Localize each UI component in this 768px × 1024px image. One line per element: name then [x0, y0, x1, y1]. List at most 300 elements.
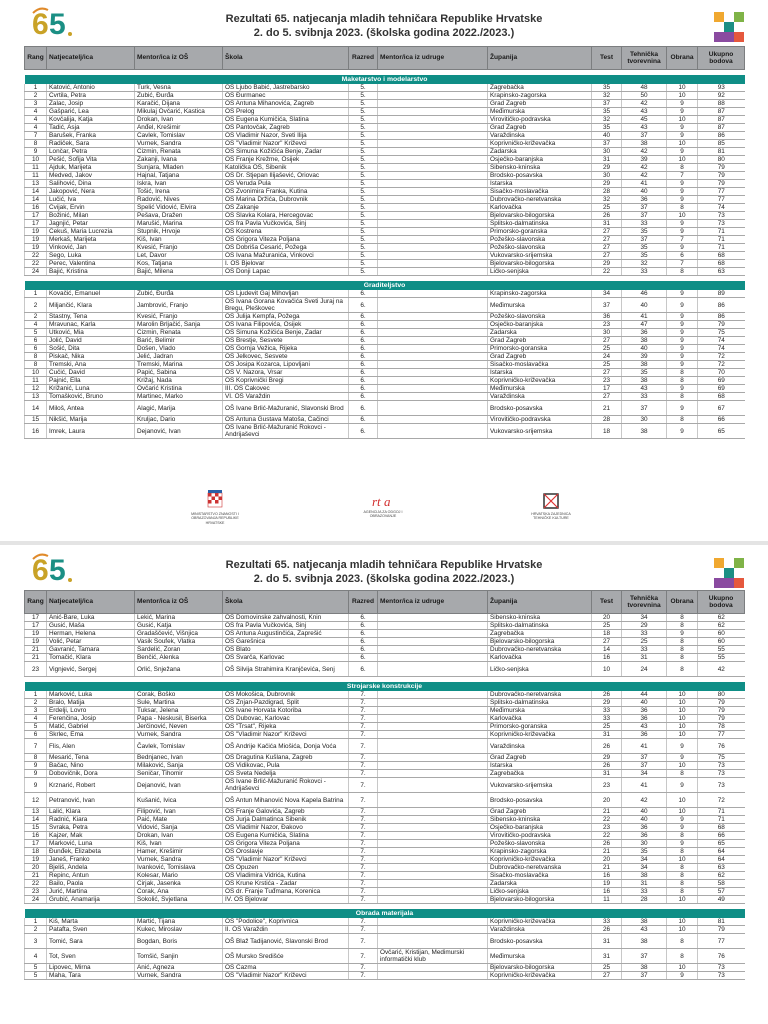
- table-cell: 6.: [349, 290, 378, 298]
- table-cell: Ličko-senjska: [488, 888, 592, 896]
- table-cell: 8: [25, 353, 47, 361]
- table-cell: 31: [592, 949, 622, 964]
- table-cell: [378, 100, 488, 108]
- col-natjecatelj: Natjecatelj/ica: [47, 47, 135, 70]
- table-cell: OŠ Antuna Gustava Matoša, Čačinci: [223, 416, 349, 424]
- table-row: [25, 156, 745, 164]
- table-cell: Drokan, Ivan: [135, 116, 223, 124]
- table-cell: 34: [622, 864, 667, 872]
- table-cell: OŠ Ivane Brlić-Mažuranić Rokovci - Andrijaševci: [223, 424, 349, 439]
- hztk-logo: HRVATSKA ZAJEDNICA TEHNIČKE KULTURE: [525, 492, 577, 521]
- table-cell: 7.: [349, 880, 378, 888]
- table-cell: Štupnik, Hrvoje: [135, 228, 223, 236]
- brand-mark-icon: [714, 12, 744, 42]
- table-cell: OŠ "Vladimir Nazor" Križevci: [223, 856, 349, 864]
- col-mentor: Mentor/ica iz OŠ: [135, 47, 223, 70]
- results-body-page-1: [25, 70, 745, 439]
- table-cell: OŠ Zakanje: [223, 204, 349, 212]
- table-cell: OŠ Silvija Strahimira Kranjčevića, Senj: [223, 662, 349, 677]
- table-cell: 34: [622, 770, 667, 778]
- table-cell: IV. OŠ Bjelovar: [223, 896, 349, 904]
- table-cell: 42: [698, 662, 745, 677]
- table-cell: OŠ Franje Galovića, Zagreb: [223, 808, 349, 816]
- table-cell: 19: [25, 638, 47, 646]
- table-cell: OŠ Zvonimira Franka, Kutina: [223, 188, 349, 196]
- table-cell: OŠ Julija Kempfa, Požega: [223, 313, 349, 321]
- table-cell: 8: [667, 832, 698, 840]
- table-cell: Zubić, Đurđa: [135, 290, 223, 298]
- table-cell: 43: [622, 108, 667, 116]
- table-cell: 10: [667, 793, 698, 808]
- table-cell: [378, 252, 488, 260]
- table-cell: [378, 313, 488, 321]
- table-row: [25, 377, 745, 385]
- table-cell: 6.: [349, 353, 378, 361]
- table-cell: 10: [667, 116, 698, 124]
- table-cell: Šibensko-kninska: [488, 164, 592, 172]
- table-cell: Paić, Mate: [135, 816, 223, 824]
- table-cell: 20: [592, 793, 622, 808]
- table-cell: 34: [592, 290, 622, 298]
- table-cell: 79: [698, 926, 745, 934]
- table-cell: Čekuš, Maria Lucrezia: [47, 228, 135, 236]
- table-cell: Vurnek, Sandra: [135, 856, 223, 864]
- table-cell: OŠ Krune Krstića - Zadar: [223, 880, 349, 888]
- table-cell: 5.: [349, 100, 378, 108]
- table-cell: [378, 329, 488, 337]
- table-row: [25, 699, 745, 707]
- table-cell: 64: [698, 856, 745, 864]
- table-row: [25, 778, 745, 793]
- table-cell: Zubić, Đurđa: [135, 92, 223, 100]
- table-cell: OŠ Slavka Kolara, Hercegovac: [223, 212, 349, 220]
- table-cell: 77: [698, 188, 745, 196]
- table-cell: 33: [592, 707, 622, 715]
- col-rang: Rang: [25, 47, 47, 70]
- table-cell: Kvesić, Franjo: [135, 313, 223, 321]
- table-row: [25, 337, 745, 345]
- table-cell: Primorsko-goranska: [488, 723, 592, 731]
- table-cell: Grad Zagreb: [488, 124, 592, 132]
- table-cell: [378, 124, 488, 132]
- table-cell: 71: [698, 228, 745, 236]
- table-cell: Imrek, Laura: [47, 424, 135, 439]
- table-cell: 7.: [349, 872, 378, 880]
- table-cell: Brodsko-posavska: [488, 934, 592, 949]
- table-cell: Brodsko-posavska: [488, 172, 592, 180]
- table-cell: OŠ Švarča, Karlovac: [223, 654, 349, 662]
- table-row: [25, 188, 745, 196]
- table-cell: 18: [25, 848, 47, 856]
- table-cell: Splitsko-dalmatinska: [488, 622, 592, 630]
- table-cell: Papa - Neskusil, Biserka: [135, 715, 223, 723]
- table-cell: [378, 770, 488, 778]
- table-cell: 7.: [349, 739, 378, 754]
- table-cell: 6.: [349, 329, 378, 337]
- table-cell: 37: [622, 754, 667, 762]
- table-cell: 7.: [349, 778, 378, 793]
- table-cell: 22: [592, 816, 622, 824]
- table-cell: Primorsko-goranska: [488, 228, 592, 236]
- table-cell: 9: [667, 188, 698, 196]
- table-cell: Zadarska: [488, 148, 592, 156]
- table-cell: 23: [25, 662, 47, 677]
- table-cell: 39: [622, 156, 667, 164]
- section-header: [25, 75, 745, 84]
- table-cell: Ovčarić, Kristijan, Medimurski informatički klub: [378, 949, 488, 964]
- table-cell: 20: [25, 864, 47, 872]
- table-cell: Ličko-senjska: [488, 268, 592, 276]
- table-cell: 2: [25, 926, 47, 934]
- table-cell: 6.: [349, 646, 378, 654]
- table-cell: 30: [592, 329, 622, 337]
- table-cell: 9: [667, 313, 698, 321]
- table-cell: 42: [622, 148, 667, 156]
- table-cell: [378, 864, 488, 872]
- col-zupanija: Županija: [488, 47, 592, 70]
- table-cell: 28: [592, 416, 622, 424]
- table-cell: Marušić, Marina: [135, 220, 223, 228]
- col-obrana: Obrana: [667, 47, 698, 70]
- table-row: [25, 140, 745, 148]
- table-cell: 8: [667, 614, 698, 622]
- table-cell: 23: [592, 321, 622, 329]
- table-cell: 10: [667, 918, 698, 926]
- table-cell: 38: [622, 918, 667, 926]
- table-cell: 87: [698, 108, 745, 116]
- table-cell: Virovitičko-podravska: [488, 832, 592, 840]
- table-cell: OŠ Dr. Stjepan Ilijašević, Oriovac: [223, 172, 349, 180]
- table-cell: 22: [25, 880, 47, 888]
- table-cell: [378, 715, 488, 723]
- section-title: Maketarstvo i modelarstvo: [25, 75, 745, 84]
- table-cell: 72: [698, 793, 745, 808]
- table-cell: 29: [592, 699, 622, 707]
- table-cell: [378, 337, 488, 345]
- table-cell: 4: [25, 715, 47, 723]
- table-cell: 13: [25, 808, 47, 816]
- table-cell: 10: [667, 964, 698, 972]
- table-cell: 7: [667, 236, 698, 244]
- table-row: [25, 100, 745, 108]
- table-cell: Vurnek, Sandra: [135, 140, 223, 148]
- table-cell: 37: [622, 949, 667, 964]
- logo-65-icon: [30, 552, 76, 586]
- table-cell: 86: [698, 298, 745, 313]
- table-cell: 7.: [349, 972, 378, 980]
- table-cell: 27: [592, 252, 622, 260]
- table-cell: 38: [622, 377, 667, 385]
- table-cell: 29: [592, 164, 622, 172]
- table-cell: 21: [25, 646, 47, 654]
- table-cell: 7.: [349, 715, 378, 723]
- col-tehnicka: Tehnička tvorevnina: [622, 591, 667, 614]
- table-cell: OŠ V. Nazora, Vrsar: [223, 369, 349, 377]
- table-cell: [378, 662, 488, 677]
- table-cell: OŠ Grigora Viteza Poljana: [223, 840, 349, 848]
- table-cell: 5.: [349, 236, 378, 244]
- footer-logos: [0, 488, 768, 538]
- table-cell: 29: [622, 622, 667, 630]
- table-cell: Marolin Brljačić, Sanja: [135, 321, 223, 329]
- table-cell: 9: [667, 754, 698, 762]
- table-cell: Repinc, Antun: [47, 872, 135, 880]
- table-cell: 8: [667, 662, 698, 677]
- table-cell: 13: [25, 180, 47, 188]
- table-cell: [378, 84, 488, 92]
- table-cell: [378, 140, 488, 148]
- table-cell: 8: [667, 848, 698, 856]
- table-cell: 6.: [349, 416, 378, 424]
- table-cell: Ovčarić Kristina: [135, 385, 223, 393]
- table-cell: 5.: [349, 212, 378, 220]
- table-cell: Benčić, Alenka: [135, 654, 223, 662]
- table-cell: Koprivničko-križevačka: [488, 377, 592, 385]
- table-cell: 11: [25, 377, 47, 385]
- table-cell: 73: [698, 220, 745, 228]
- table-cell: OŠ Vladimira Vidrića, Kutina: [223, 872, 349, 880]
- table-cell: Zagrebačka: [488, 84, 592, 92]
- agency-mark-icon: [369, 494, 397, 508]
- table-cell: 5: [25, 329, 47, 337]
- table-cell: Miloš, Antea: [47, 401, 135, 416]
- table-row: [25, 321, 745, 329]
- col-test: Test: [592, 47, 622, 70]
- table-cell: Bjelovarsko-bilogorska: [488, 212, 592, 220]
- table-cell: 5.: [349, 140, 378, 148]
- table-cell: 71: [698, 244, 745, 252]
- table-cell: 7.: [349, 808, 378, 816]
- table-cell: Lipovec, Mirna: [47, 964, 135, 972]
- table-row: [25, 832, 745, 840]
- table-cell: Karlovačka: [488, 204, 592, 212]
- table-row: [25, 808, 745, 816]
- svg-text:5: 5: [49, 8, 66, 40]
- table-cell: 9: [667, 337, 698, 345]
- table-cell: 17: [25, 614, 47, 622]
- table-cell: 1: [25, 290, 47, 298]
- table-cell: 8: [667, 377, 698, 385]
- table-cell: 38: [622, 337, 667, 345]
- col-razred: Razred: [349, 47, 378, 70]
- table-cell: 38: [622, 934, 667, 949]
- table-cell: 55: [698, 646, 745, 654]
- table-cell: 8: [667, 393, 698, 401]
- table-cell: Kvesić, Franjo: [135, 244, 223, 252]
- table-cell: [378, 204, 488, 212]
- table-cell: Pajnić, Ella: [47, 377, 135, 385]
- table-cell: Đunđek, Elizabeta: [47, 848, 135, 856]
- table-cell: [378, 416, 488, 424]
- table-cell: Koprivničko-križevačka: [488, 972, 592, 980]
- table-row: [25, 180, 745, 188]
- table-row: [25, 622, 745, 630]
- table-row: [25, 638, 745, 646]
- table-row: [25, 949, 745, 964]
- table-cell: 10: [667, 856, 698, 864]
- table-cell: Tremski, Marina: [135, 361, 223, 369]
- table-cell: Stastny, Tena: [47, 313, 135, 321]
- table-cell: OŠ Kostrena: [223, 228, 349, 236]
- table-cell: 5.: [349, 220, 378, 228]
- table-row: [25, 723, 745, 731]
- table-cell: 86: [698, 313, 745, 321]
- table-cell: 68: [698, 252, 745, 260]
- table-cell: 9: [667, 739, 698, 754]
- table-cell: 32: [622, 260, 667, 268]
- table-cell: 25: [592, 622, 622, 630]
- table-cell: 30: [622, 840, 667, 848]
- table-cell: 5.: [349, 164, 378, 172]
- table-cell: 37: [622, 212, 667, 220]
- table-cell: 44: [622, 691, 667, 699]
- table-cell: [378, 220, 488, 228]
- col-mentor-udruge: Mentor/ica iz udruge: [378, 591, 488, 614]
- table-cell: 19: [25, 228, 47, 236]
- table-cell: [378, 630, 488, 638]
- table-cell: 63: [698, 864, 745, 872]
- table-cell: Iskra, Ivan: [135, 180, 223, 188]
- table-cell: 5.: [349, 188, 378, 196]
- table-cell: OŠ Jurja Dalmatinca Šibenik: [223, 816, 349, 824]
- table-cell: 19: [25, 236, 47, 244]
- table-row: [25, 228, 745, 236]
- table-cell: 9: [667, 148, 698, 156]
- table-cell: 73: [698, 212, 745, 220]
- table-cell: Turk, Vesna: [135, 84, 223, 92]
- table-row: [25, 252, 745, 260]
- table-cell: 33: [622, 646, 667, 654]
- table-cell: 30: [622, 416, 667, 424]
- table-cell: OŠ Franje Krežme, Osijek: [223, 156, 349, 164]
- table-cell: 25: [592, 723, 622, 731]
- results-table-page-1: [24, 46, 745, 439]
- table-cell: 10: [667, 691, 698, 699]
- logo-65-icon: [30, 6, 76, 40]
- table-cell: 68: [698, 824, 745, 832]
- table-cell: 8: [667, 164, 698, 172]
- table-cell: OŠ dr. Franje Tuđmana, Korenica: [223, 888, 349, 896]
- table-cell: 7.: [349, 824, 378, 832]
- table-cell: OŠ Šimuna Kožičića Benje, Zadar: [223, 148, 349, 156]
- table-cell: Spelić Vidović, Elvira: [135, 204, 223, 212]
- table-row: [25, 739, 745, 754]
- table-cell: [378, 614, 488, 622]
- table-cell: 88: [698, 100, 745, 108]
- title-line-1: Rezultati 65. natjecanja mladih tehničara Republike Hrvatske: [225, 559, 543, 571]
- table-row: [25, 345, 745, 353]
- table-cell: OŠ Prelog: [223, 108, 349, 116]
- table-cell: 62: [698, 622, 745, 630]
- table-cell: 6.: [349, 622, 378, 630]
- table-cell: Lekić, Marina: [135, 614, 223, 622]
- table-cell: 5.: [349, 252, 378, 260]
- table-cell: 74: [698, 337, 745, 345]
- table-cell: Šule, Martina: [135, 699, 223, 707]
- table-cell: [378, 654, 488, 662]
- table-cell: 5.: [349, 228, 378, 236]
- table-row: [25, 654, 745, 662]
- table-cell: 57: [698, 888, 745, 896]
- table-cell: [378, 377, 488, 385]
- table-cell: 35: [622, 244, 667, 252]
- table-cell: 9: [667, 385, 698, 393]
- table-cell: 80: [698, 691, 745, 699]
- table-cell: Požeško-slavonska: [488, 244, 592, 252]
- table-cell: Bralo, Matija: [47, 699, 135, 707]
- table-cell: Kukec, Miroslav: [135, 926, 223, 934]
- table-cell: 9: [667, 124, 698, 132]
- table-cell: 9: [667, 778, 698, 793]
- table-cell: Jerčinović, Neven: [135, 723, 223, 731]
- table-cell: 37: [622, 132, 667, 140]
- table-cell: 8: [667, 864, 698, 872]
- table-cell: 38: [622, 872, 667, 880]
- table-cell: Ajduk, Marijeta: [47, 164, 135, 172]
- table-cell: 8: [667, 204, 698, 212]
- table-cell: 23: [592, 377, 622, 385]
- table-cell: OŠ Antuna Mihanovića, Zagreb: [223, 100, 349, 108]
- table-cell: 10: [667, 715, 698, 723]
- table-cell: 76: [698, 739, 745, 754]
- table-cell: 43: [622, 124, 667, 132]
- table-cell: II. OŠ Varaždin: [223, 926, 349, 934]
- table-cell: Brodsko-posavska: [488, 401, 592, 416]
- table-cell: Gavranić, Tamara: [47, 646, 135, 654]
- table-cell: 37: [592, 100, 622, 108]
- table-cell: 34: [622, 614, 667, 622]
- table-cell: 23: [592, 778, 622, 793]
- table-cell: [378, 268, 488, 276]
- table-cell: Vasik Soufek, Vlatka: [135, 638, 223, 646]
- table-cell: Koprivničko-križevačka: [488, 856, 592, 864]
- table-cell: 9: [667, 824, 698, 832]
- table-cell: 16: [592, 654, 622, 662]
- table-cell: 21: [592, 848, 622, 856]
- table-cell: 12: [25, 793, 47, 808]
- table-cell: 37: [592, 298, 622, 313]
- table-cell: OŠ Vladimir Nazor, Đakovo: [223, 824, 349, 832]
- table-cell: 36: [622, 832, 667, 840]
- table-row: [25, 164, 745, 172]
- table-cell: 6.: [349, 393, 378, 401]
- table-cell: Ferenčina, Josip: [47, 715, 135, 723]
- table-cell: 9: [667, 630, 698, 638]
- table-cell: 40: [622, 808, 667, 816]
- table-cell: OŠ "Vladimir Nazor" Križevci: [223, 140, 349, 148]
- table-cell: 5.: [349, 260, 378, 268]
- table-cell: [378, 762, 488, 770]
- table-cell: [378, 793, 488, 808]
- table-cell: 9: [667, 228, 698, 236]
- table-cell: 9: [667, 290, 698, 298]
- table-row: [25, 236, 745, 244]
- table-cell: [378, 926, 488, 934]
- table-cell: 32: [592, 196, 622, 204]
- hztk-mark-icon: [542, 492, 560, 510]
- table-cell: OŠ Eugena Kumičića, Slatina: [223, 832, 349, 840]
- table-row: [25, 268, 745, 276]
- table-cell: Jolić, David: [47, 337, 135, 345]
- table-cell: 5.: [349, 148, 378, 156]
- table-cell: I. OŠ Bjelovar: [223, 260, 349, 268]
- table-cell: 24: [25, 268, 47, 276]
- table-cell: 8: [667, 622, 698, 630]
- svg-text:rt: rt: [372, 494, 381, 508]
- table-cell: 12: [25, 385, 47, 393]
- table-cell: 10: [667, 92, 698, 100]
- table-row: [25, 972, 745, 980]
